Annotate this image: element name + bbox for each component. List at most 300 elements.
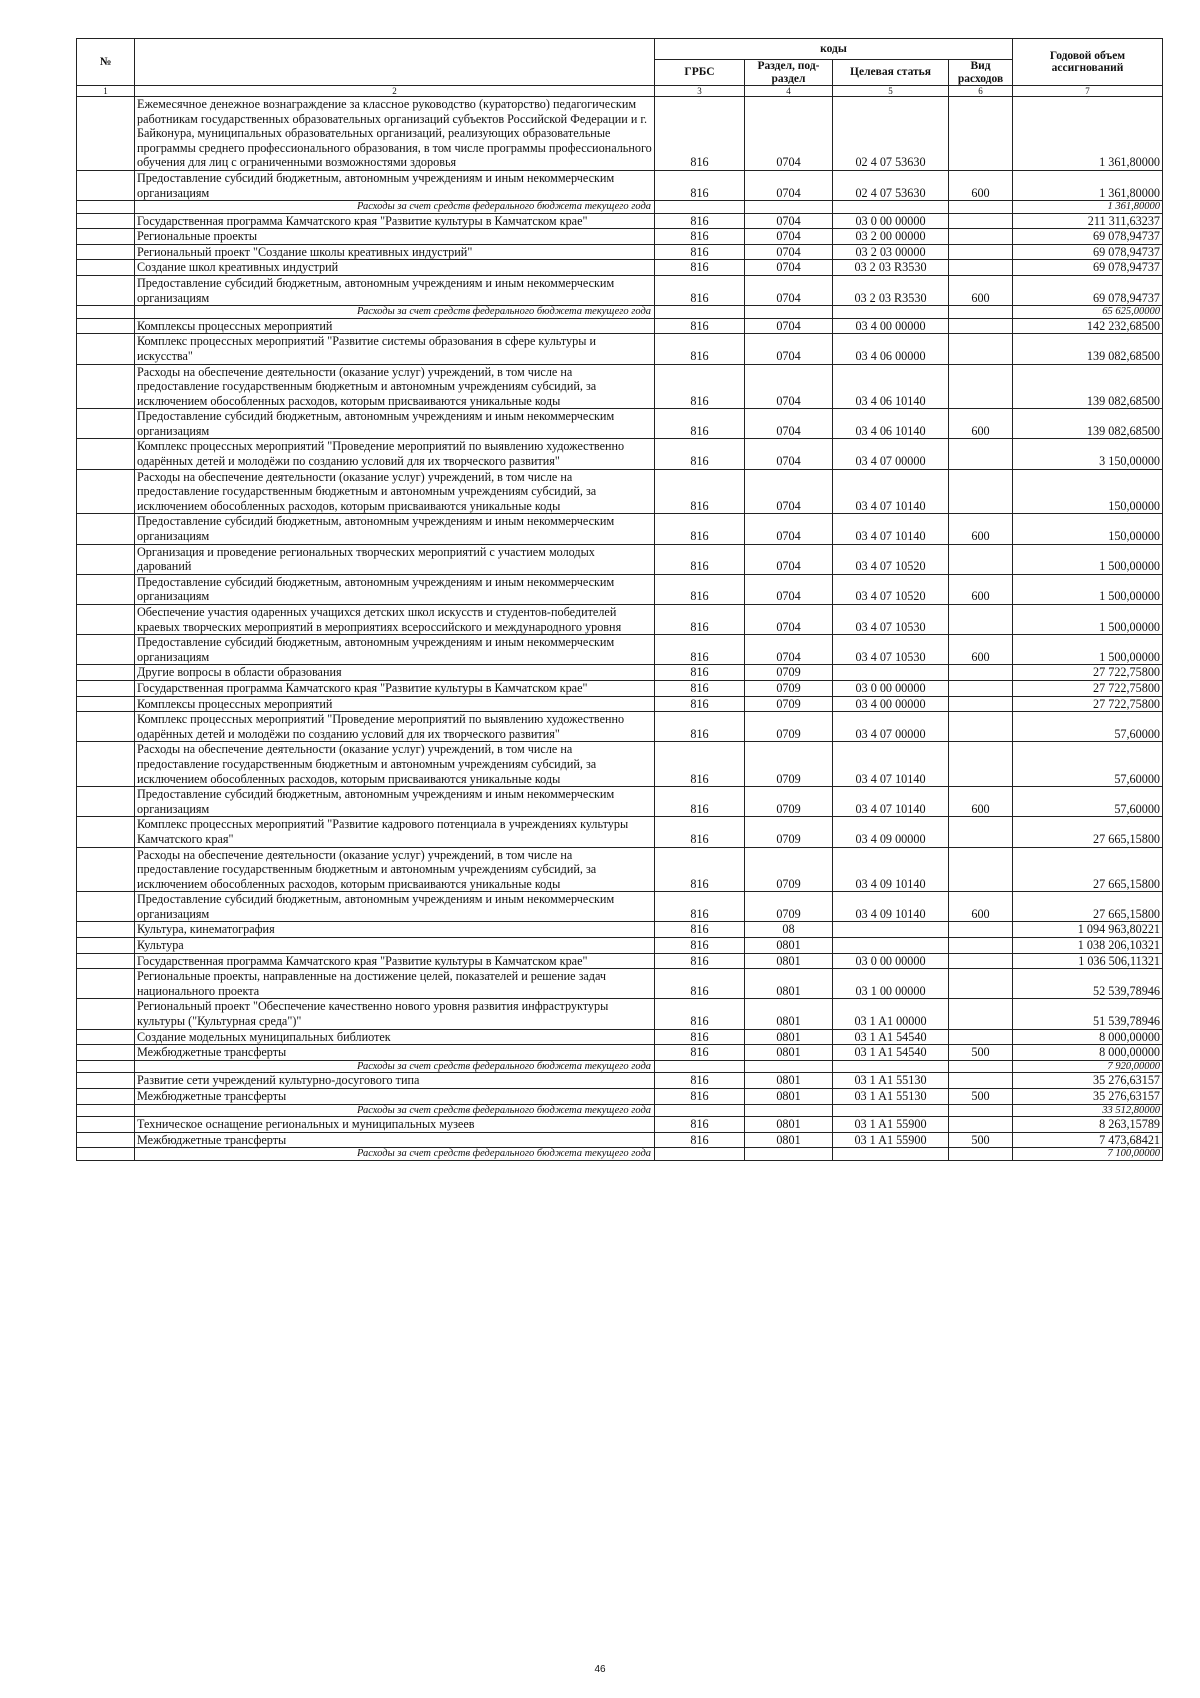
row-grbs: 816 <box>655 605 745 635</box>
row-expense-type <box>949 334 1013 364</box>
row-expense-type <box>949 97 1013 171</box>
row-number <box>77 439 135 469</box>
row-amount: 7 920,00000 <box>1013 1060 1163 1073</box>
row-razdel: 0709 <box>745 787 833 817</box>
row-razdel: 0704 <box>745 97 833 171</box>
row-razdel: 0709 <box>745 847 833 892</box>
row-target-article <box>833 201 949 214</box>
row-name: Расходы на обеспечение деятельности (оказание услуг) учреждений, в том числе на предоставление государственным бюджетным и автономным учреждениям субсидий, за исключением обособленных расходов, которым присваиваются уникальные коды <box>135 847 655 892</box>
row-grbs: 816 <box>655 574 745 604</box>
row-name: Создание школ креативных индустрий <box>135 260 655 276</box>
row-amount: 1 036 506,11321 <box>1013 953 1163 969</box>
row-number <box>77 1104 135 1117</box>
table-row <box>77 742 1163 787</box>
row-razdel: 0709 <box>745 742 833 787</box>
row-amount: 1 500,00000 <box>1013 605 1163 635</box>
row-razdel: 0801 <box>745 1073 833 1089</box>
budget-table-page <box>76 38 1162 1161</box>
col-number-5: 5 <box>833 86 949 97</box>
row-target-article <box>833 1148 949 1161</box>
row-razdel: 0801 <box>745 1029 833 1045</box>
row-razdel <box>745 201 833 214</box>
row-grbs: 816 <box>655 999 745 1029</box>
row-amount: 52 539,78946 <box>1013 969 1163 999</box>
row-grbs: 816 <box>655 817 745 847</box>
row-number <box>77 847 135 892</box>
row-razdel: 0704 <box>745 260 833 276</box>
row-amount: 8 000,00000 <box>1013 1045 1163 1061</box>
row-name: Расходы на обеспечение деятельности (оказание услуг) учреждений, в том числе на предоставление государственным бюджетным и автономным учреждениям субсидий, за исключением обособленных расходов, которым присваиваются уникальные коды <box>135 469 655 514</box>
table-row <box>77 696 1163 712</box>
row-grbs: 816 <box>655 680 745 696</box>
row-amount: 27 722,75800 <box>1013 696 1163 712</box>
row-razdel: 0704 <box>745 514 833 544</box>
row-razdel: 0704 <box>745 635 833 665</box>
row-grbs: 816 <box>655 665 745 681</box>
row-expense-type: 600 <box>949 892 1013 922</box>
row-expense-type <box>949 953 1013 969</box>
row-grbs: 816 <box>655 1088 745 1104</box>
header-column-numbers <box>77 86 1163 97</box>
row-expense-type <box>949 712 1013 742</box>
row-grbs <box>655 201 745 214</box>
row-number <box>77 817 135 847</box>
row-grbs: 816 <box>655 544 745 574</box>
row-razdel: 0704 <box>745 409 833 439</box>
row-razdel: 0709 <box>745 817 833 847</box>
row-amount: 27 665,15800 <box>1013 847 1163 892</box>
row-number <box>77 787 135 817</box>
row-number <box>77 260 135 276</box>
row-number <box>77 953 135 969</box>
table-body <box>77 97 1163 1161</box>
row-expense-type: 600 <box>949 787 1013 817</box>
table-row <box>77 260 1163 276</box>
row-name: Региональные проекты, направленные на достижение целей, показателей и решение задач национального проекта <box>135 969 655 999</box>
table-row <box>77 605 1163 635</box>
row-amount: 7 100,00000 <box>1013 1148 1163 1161</box>
row-name: Региональный проект "Создание школы креативных индустрий" <box>135 244 655 260</box>
row-razdel: 0704 <box>745 574 833 604</box>
row-amount: 1 500,00000 <box>1013 635 1163 665</box>
row-razdel: 0709 <box>745 665 833 681</box>
row-grbs: 816 <box>655 696 745 712</box>
federal-budget-row <box>77 201 1163 214</box>
row-amount: 142 232,68500 <box>1013 318 1163 334</box>
row-name: Организация и проведение региональных творческих мероприятий с участием молодых дарований <box>135 544 655 574</box>
row-target-article: 03 4 07 10530 <box>833 605 949 635</box>
row-name: Государственная программа Камчатского края "Развитие культуры в Камчатском крае" <box>135 953 655 969</box>
row-razdel: 0801 <box>745 969 833 999</box>
budget-table <box>76 38 1163 1161</box>
row-target-article: 03 1 A1 54540 <box>833 1045 949 1061</box>
row-razdel: 0801 <box>745 1045 833 1061</box>
row-number <box>77 364 135 409</box>
row-name: Межбюджетные трансферты <box>135 1088 655 1104</box>
row-name: Комплекс процессных мероприятий "Развитие системы образования в сфере культуры и искусства" <box>135 334 655 364</box>
row-name: Государственная программа Камчатского края "Развитие культуры в Камчатском крае" <box>135 213 655 229</box>
row-target-article: 03 2 03 R3530 <box>833 276 949 306</box>
row-expense-type <box>949 318 1013 334</box>
row-name: Предоставление субсидий бюджетным, автономным учреждениям и иным некоммерческим организациям <box>135 892 655 922</box>
row-amount: 69 078,94737 <box>1013 229 1163 245</box>
row-grbs: 816 <box>655 97 745 171</box>
federal-budget-row <box>77 1148 1163 1161</box>
row-target-article: 03 4 07 10140 <box>833 514 949 544</box>
row-number <box>77 276 135 306</box>
row-number <box>77 1132 135 1148</box>
row-amount: 27 722,75800 <box>1013 680 1163 696</box>
row-razdel: 0709 <box>745 696 833 712</box>
row-amount: 3 150,00000 <box>1013 439 1163 469</box>
row-target-article: 03 4 07 10140 <box>833 787 949 817</box>
table-row <box>77 213 1163 229</box>
header-celevaya: Целевая статья <box>833 60 949 86</box>
table-row <box>77 334 1163 364</box>
row-amount: 57,60000 <box>1013 787 1163 817</box>
row-name: Комплексы процессных мероприятий <box>135 318 655 334</box>
row-razdel: 0801 <box>745 999 833 1029</box>
row-razdel <box>745 1104 833 1117</box>
row-grbs: 816 <box>655 318 745 334</box>
row-expense-type <box>949 1060 1013 1073</box>
row-grbs: 816 <box>655 742 745 787</box>
row-number <box>77 318 135 334</box>
row-grbs: 816 <box>655 938 745 954</box>
table-row <box>77 712 1163 742</box>
table-row <box>77 969 1163 999</box>
row-expense-type: 600 <box>949 574 1013 604</box>
row-expense-type <box>949 605 1013 635</box>
row-razdel: 0704 <box>745 276 833 306</box>
row-name: Предоставление субсидий бюджетным, автономным учреждениям и иным некоммерческим организациям <box>135 514 655 544</box>
row-expense-type <box>949 229 1013 245</box>
row-amount: 57,60000 <box>1013 712 1163 742</box>
row-expense-type: 500 <box>949 1045 1013 1061</box>
row-grbs: 816 <box>655 260 745 276</box>
row-grbs: 816 <box>655 1073 745 1089</box>
row-grbs: 816 <box>655 1132 745 1148</box>
row-expense-type <box>949 469 1013 514</box>
row-expense-type <box>949 1073 1013 1089</box>
row-name: Предоставление субсидий бюджетным, автономным учреждениям и иным некоммерческим организациям <box>135 170 655 200</box>
row-target-article <box>833 938 949 954</box>
row-name: Расходы за счет средств федерального бюджета текущего года <box>135 1104 655 1117</box>
row-expense-type <box>949 364 1013 409</box>
header-name <box>135 39 655 86</box>
row-razdel: 0704 <box>745 544 833 574</box>
header-grbs: ГРБС <box>655 60 745 86</box>
row-amount: 35 276,63157 <box>1013 1073 1163 1089</box>
row-amount: 150,00000 <box>1013 469 1163 514</box>
row-target-article: 03 4 09 00000 <box>833 817 949 847</box>
row-name: Расходы на обеспечение деятельности (оказание услуг) учреждений, в том числе на предоставление государственным бюджетным и автономным учреждениям субсидий, за исключением обособленных расходов, которым присваиваются уникальные коды <box>135 364 655 409</box>
table-row <box>77 544 1163 574</box>
row-amount: 139 082,68500 <box>1013 409 1163 439</box>
row-amount: 8 263,15789 <box>1013 1117 1163 1133</box>
row-razdel <box>745 306 833 319</box>
row-target-article: 03 4 09 10140 <box>833 847 949 892</box>
page-number: 46 <box>594 1664 606 1675</box>
row-grbs: 816 <box>655 229 745 245</box>
row-number <box>77 1073 135 1089</box>
row-number <box>77 1088 135 1104</box>
row-amount: 150,00000 <box>1013 514 1163 544</box>
row-expense-type: 600 <box>949 514 1013 544</box>
row-name: Предоставление субсидий бюджетным, автономным учреждениям и иным некоммерческим организациям <box>135 635 655 665</box>
table-row <box>77 787 1163 817</box>
row-number <box>77 742 135 787</box>
row-amount: 1 500,00000 <box>1013 574 1163 604</box>
row-expense-type <box>949 938 1013 954</box>
row-expense-type <box>949 999 1013 1029</box>
table-row <box>77 922 1163 938</box>
row-name: Межбюджетные трансферты <box>135 1132 655 1148</box>
table-row <box>77 817 1163 847</box>
row-grbs: 816 <box>655 170 745 200</box>
row-razdel: 0801 <box>745 953 833 969</box>
row-amount: 35 276,63157 <box>1013 1088 1163 1104</box>
row-name: Расходы за счет средств федерального бюджета текущего года <box>135 1060 655 1073</box>
row-expense-type <box>949 742 1013 787</box>
row-name: Региональный проект "Обеспечение качественно нового уровня развития инфраструктуры культуры ("Культурная среда")" <box>135 999 655 1029</box>
row-amount: 7 473,68421 <box>1013 1132 1163 1148</box>
row-number <box>77 680 135 696</box>
row-expense-type <box>949 244 1013 260</box>
row-number <box>77 1060 135 1073</box>
row-razdel: 0801 <box>745 1132 833 1148</box>
row-name: Предоставление субсидий бюджетным, автономным учреждениям и иным некоммерческим организациям <box>135 787 655 817</box>
row-amount: 8 000,00000 <box>1013 1029 1163 1045</box>
table-row <box>77 892 1163 922</box>
row-razdel: 0704 <box>745 334 833 364</box>
row-grbs: 816 <box>655 712 745 742</box>
row-target-article: 03 2 00 00000 <box>833 229 949 245</box>
row-razdel <box>745 1148 833 1161</box>
row-amount: 139 082,68500 <box>1013 334 1163 364</box>
col-number-6: 6 <box>949 86 1013 97</box>
row-number <box>77 170 135 200</box>
table-row <box>77 469 1163 514</box>
row-grbs <box>655 1148 745 1161</box>
row-target-article <box>833 665 949 681</box>
table-row <box>77 999 1163 1029</box>
row-name: Обеспечение участия одаренных учащихся детских школ искусств и студентов-победителей краевых творческих мероприятий в мероприятиях всероссийского и международного уровня <box>135 605 655 635</box>
row-grbs <box>655 306 745 319</box>
row-grbs: 816 <box>655 892 745 922</box>
row-grbs: 816 <box>655 1029 745 1045</box>
federal-budget-row <box>77 306 1163 319</box>
row-target-article: 03 4 07 10520 <box>833 574 949 604</box>
row-expense-type <box>949 847 1013 892</box>
row-target-article: 03 4 06 10140 <box>833 364 949 409</box>
table-row <box>77 229 1163 245</box>
table-row <box>77 665 1163 681</box>
row-number <box>77 306 135 319</box>
row-name: Комплекс процессных мероприятий "Развитие кадрового потенциала в учреждениях культуры Камчатского края" <box>135 817 655 847</box>
header-codes: коды <box>655 39 1013 60</box>
row-number <box>77 938 135 954</box>
row-expense-type <box>949 922 1013 938</box>
row-expense-type <box>949 201 1013 214</box>
row-name: Расходы за счет средств федерального бюджета текущего года <box>135 306 655 319</box>
row-razdel: 0709 <box>745 892 833 922</box>
row-number <box>77 999 135 1029</box>
row-grbs: 816 <box>655 1045 745 1061</box>
row-target-article: 03 1 A1 55900 <box>833 1132 949 1148</box>
row-number <box>77 1148 135 1161</box>
row-amount: 1 361,80000 <box>1013 170 1163 200</box>
header-razdel: Раздел, под-раздел <box>745 60 833 86</box>
row-target-article: 02 4 07 53630 <box>833 170 949 200</box>
row-number <box>77 1045 135 1061</box>
row-razdel: 0704 <box>745 213 833 229</box>
row-amount: 51 539,78946 <box>1013 999 1163 1029</box>
table-row <box>77 364 1163 409</box>
row-razdel: 0801 <box>745 1117 833 1133</box>
row-target-article <box>833 1060 949 1073</box>
row-grbs: 816 <box>655 1117 745 1133</box>
row-amount: 27 665,15800 <box>1013 817 1163 847</box>
row-number <box>77 201 135 214</box>
row-razdel: 0801 <box>745 938 833 954</box>
row-name: Комплекс процессных мероприятий "Проведение мероприятий по выявлению художественно одарённых детей и молодёжи по созданию условий для их творческого развития" <box>135 439 655 469</box>
row-expense-type: 500 <box>949 1132 1013 1148</box>
row-name: Развитие сети учреждений культурно-досугового типа <box>135 1073 655 1089</box>
row-expense-type <box>949 306 1013 319</box>
row-name: Предоставление субсидий бюджетным, автономным учреждениям и иным некоммерческим организациям <box>135 409 655 439</box>
col-number-7: 7 <box>1013 86 1163 97</box>
table-row <box>77 514 1163 544</box>
row-name: Другие вопросы в области образования <box>135 665 655 681</box>
row-amount: 69 078,94737 <box>1013 244 1163 260</box>
row-number <box>77 213 135 229</box>
row-number <box>77 544 135 574</box>
row-expense-type: 600 <box>949 170 1013 200</box>
row-target-article: 03 4 07 10140 <box>833 469 949 514</box>
row-expense-type <box>949 260 1013 276</box>
row-expense-type <box>949 1029 1013 1045</box>
row-target-article: 03 4 06 00000 <box>833 334 949 364</box>
row-target-article: 03 0 00 00000 <box>833 680 949 696</box>
row-grbs: 816 <box>655 635 745 665</box>
row-expense-type <box>949 680 1013 696</box>
row-razdel: 0704 <box>745 469 833 514</box>
row-amount: 27 665,15800 <box>1013 892 1163 922</box>
row-number <box>77 97 135 171</box>
row-number <box>77 244 135 260</box>
row-razdel: 0704 <box>745 605 833 635</box>
row-amount: 1 361,80000 <box>1013 97 1163 171</box>
row-grbs: 816 <box>655 969 745 999</box>
row-grbs: 816 <box>655 334 745 364</box>
row-expense-type <box>949 439 1013 469</box>
row-target-article: 03 4 06 10140 <box>833 409 949 439</box>
row-razdel: 0709 <box>745 680 833 696</box>
row-amount: 1 361,80000 <box>1013 201 1163 214</box>
row-expense-type <box>949 969 1013 999</box>
row-expense-type <box>949 696 1013 712</box>
row-number <box>77 696 135 712</box>
row-grbs: 816 <box>655 953 745 969</box>
row-number <box>77 605 135 635</box>
row-name: Ежемесячное денежное вознаграждение за классное руководство (кураторство) педагогическим работникам государственных образовательных организаций субъектов Российской Федерации и г. Байконура, муниципальных образовательных организаций, реализующих образовательные программы среднего профессионального образования, в том числе программы профессионального обучения для лиц с ограниченными возможностями здоровья <box>135 97 655 171</box>
row-name: Межбюджетные трансферты <box>135 1045 655 1061</box>
row-target-article: 03 1 A1 55130 <box>833 1088 949 1104</box>
row-amount: 139 082,68500 <box>1013 364 1163 409</box>
row-amount: 69 078,94737 <box>1013 260 1163 276</box>
row-grbs: 816 <box>655 514 745 544</box>
col-number-1: 1 <box>77 86 135 97</box>
row-razdel: 0704 <box>745 229 833 245</box>
row-razdel: 0704 <box>745 318 833 334</box>
header-vid: Вид расходов <box>949 60 1013 86</box>
header-volume: Годовой объем ассигнований <box>1013 39 1163 86</box>
row-grbs: 816 <box>655 439 745 469</box>
row-target-article: 02 4 07 53630 <box>833 97 949 171</box>
row-target-article: 03 0 00 00000 <box>833 953 949 969</box>
row-number <box>77 712 135 742</box>
table-row <box>77 318 1163 334</box>
row-target-article: 03 4 07 00000 <box>833 439 949 469</box>
row-grbs: 816 <box>655 213 745 229</box>
row-grbs: 816 <box>655 409 745 439</box>
table-row <box>77 439 1163 469</box>
table-row <box>77 97 1163 171</box>
col-number-4: 4 <box>745 86 833 97</box>
row-expense-type <box>949 213 1013 229</box>
row-number <box>77 922 135 938</box>
row-target-article: 03 4 07 10140 <box>833 742 949 787</box>
row-target-article <box>833 306 949 319</box>
row-razdel: 08 <box>745 922 833 938</box>
federal-budget-row <box>77 1060 1163 1073</box>
row-target-article: 03 2 03 R3530 <box>833 260 949 276</box>
row-grbs: 816 <box>655 847 745 892</box>
row-name: Расходы на обеспечение деятельности (оказание услуг) учреждений, в том числе на предоставление государственным бюджетным и автономным учреждениям субсидий, за исключением обособленных расходов, которым присваиваются уникальные коды <box>135 742 655 787</box>
table-row <box>77 938 1163 954</box>
row-number <box>77 1029 135 1045</box>
row-target-article: 03 1 A1 55130 <box>833 1073 949 1089</box>
table-row <box>77 847 1163 892</box>
row-amount: 1 094 963,80221 <box>1013 922 1163 938</box>
table-row <box>77 1132 1163 1148</box>
federal-budget-row <box>77 1104 1163 1117</box>
row-grbs: 816 <box>655 787 745 817</box>
row-target-article <box>833 922 949 938</box>
row-grbs: 816 <box>655 244 745 260</box>
row-number <box>77 514 135 544</box>
row-amount: 27 722,75800 <box>1013 665 1163 681</box>
row-number <box>77 409 135 439</box>
row-number <box>77 969 135 999</box>
row-expense-type: 600 <box>949 276 1013 306</box>
row-target-article <box>833 1104 949 1117</box>
row-name: Расходы за счет средств федерального бюджета текущего года <box>135 201 655 214</box>
table-row <box>77 635 1163 665</box>
row-target-article: 03 1 00 00000 <box>833 969 949 999</box>
row-amount: 33 512,80000 <box>1013 1104 1163 1117</box>
row-razdel: 0704 <box>745 170 833 200</box>
row-name: Комплекс процессных мероприятий "Проведение мероприятий по выявлению художественно одарённых детей и молодёжи по созданию условий для их творческого развития" <box>135 712 655 742</box>
row-expense-type: 600 <box>949 409 1013 439</box>
row-name: Культура, кинематография <box>135 922 655 938</box>
row-grbs: 816 <box>655 364 745 409</box>
row-grbs: 816 <box>655 469 745 514</box>
row-name: Комплексы процессных мероприятий <box>135 696 655 712</box>
row-target-article: 03 2 03 00000 <box>833 244 949 260</box>
row-grbs: 816 <box>655 276 745 306</box>
